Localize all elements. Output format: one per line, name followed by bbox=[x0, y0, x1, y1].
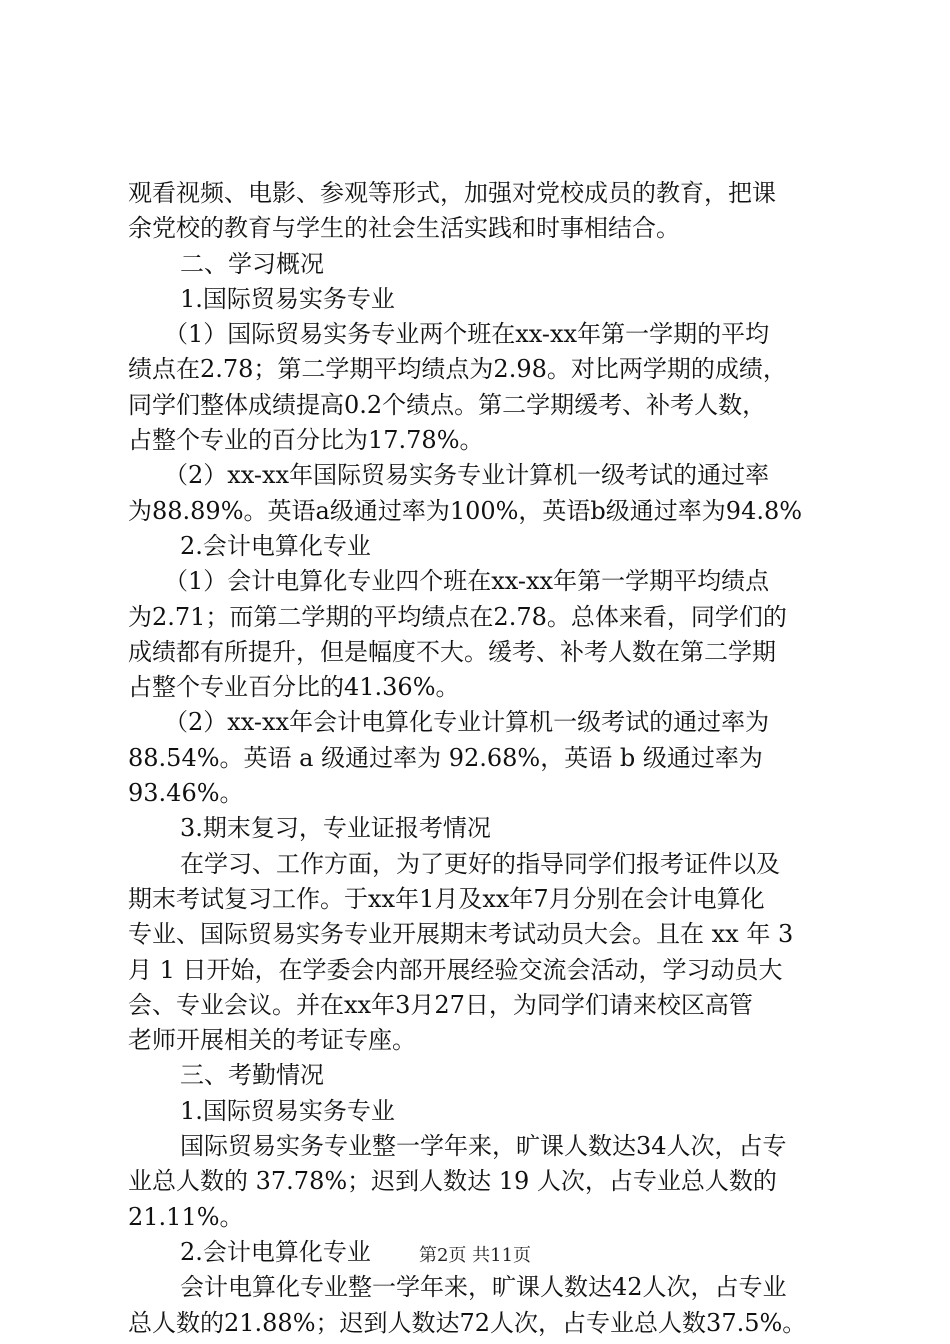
text-line: 绩点在2.78；第二学期平均绩点为2.98。对比两学期的成绩， bbox=[128, 355, 787, 384]
text-line: 1.国际贸易实务专业 bbox=[180, 284, 395, 313]
text-line: 为2.71；而第二学期的平均绩点在2.78。总体来看，同学们的 bbox=[128, 602, 787, 631]
text-line: 2.会计电算化专业 bbox=[180, 531, 371, 560]
document-body bbox=[128, 176, 838, 1341]
text-line: 二、学习概况 bbox=[180, 249, 324, 278]
text-line: 占整个专业的百分比为17.78%。 bbox=[128, 426, 484, 455]
text-line: 93.46%。 bbox=[128, 779, 244, 808]
text-line: 观看视频、电影、参观等形式，加强对党校成员的教育，把课 bbox=[128, 179, 776, 207]
text-line: 专业、国际贸易实务专业开展期末考试动员大会。且在 xx 年 3 bbox=[128, 920, 794, 949]
text-line: 88.54%。英语 a 级通过率为 92.68%，英语 b 级通过率为 bbox=[128, 743, 763, 772]
text-line: 月 1 日开始，在学委会内部开展经验交流会活动，学习动员大 bbox=[128, 955, 783, 984]
text-line: 同学们整体成绩提高0.2个绩点。第二学期缓考、补考人数， bbox=[128, 390, 767, 419]
text-line: 会、专业会议。并在xx年3月27日，为同学们请来校区高管 bbox=[128, 990, 753, 1019]
text-line: 国际贸易实务专业整一学年来，旷课人数达34人次，占专 bbox=[180, 1132, 787, 1161]
text-line: （1）会计电算化专业四个班在xx-xx年第一学期平均绩点 bbox=[164, 567, 770, 596]
text-line: 总人数的21.88%；迟到人数达72人次，占专业总人数37.5%。 bbox=[128, 1308, 807, 1337]
text-line: 占整个专业百分比的41.36%。 bbox=[128, 673, 460, 702]
text-line: 余党校的教育与学生的社会生活实践和时事相结合。 bbox=[128, 214, 680, 243]
text-line: （2）xx-xx年会计电算化专业计算机一级考试的通过率为 bbox=[164, 708, 770, 737]
text-line: 2.会计电算化专业 bbox=[180, 1237, 371, 1266]
text-line: 21.11%。 bbox=[128, 1202, 244, 1231]
text-line: 会计电算化专业整一学年来，旷课人数达42人次，占专业 bbox=[180, 1273, 787, 1302]
text-line: 在学习、工作方面，为了更好的指导同学们报考证件以及 bbox=[180, 849, 780, 878]
text-line: 业总人数的 37.78%；迟到人数达 19 人次，占专业总人数的 bbox=[128, 1167, 777, 1196]
text-line: 老师开展相关的考证专座。 bbox=[128, 1026, 416, 1055]
text-line: 三、考勤情况 bbox=[180, 1061, 324, 1090]
text-line: 成绩都有所提升，但是幅度不大。缓考、补考人数在第二学期 bbox=[128, 637, 776, 666]
page-footer: 第2页 共11页 bbox=[418, 1245, 532, 1266]
text-line: （1）国际贸易实务专业两个班在xx-xx年第一学期的平均 bbox=[164, 320, 770, 349]
text-line: 为88.89%。英语a级通过率为100%，英语b级通过率为94.8% bbox=[128, 496, 803, 525]
text-line: 3.期末复习，专业证报考情况 bbox=[180, 814, 491, 843]
text-line: （2）xx-xx年国际贸易实务专业计算机一级考试的通过率 bbox=[164, 461, 770, 490]
text-line: 1.国际贸易实务专业 bbox=[180, 1096, 395, 1125]
text-line: 期末考试复习工作。于xx年1月及xx年7月分别在会计电算化 bbox=[128, 884, 765, 913]
